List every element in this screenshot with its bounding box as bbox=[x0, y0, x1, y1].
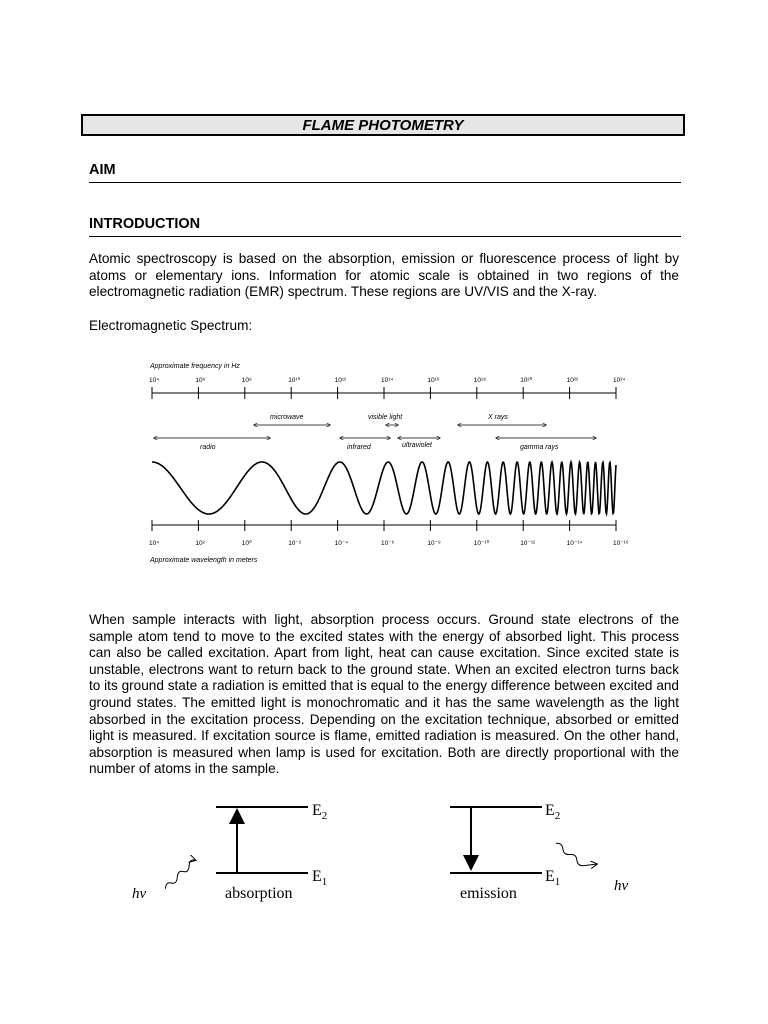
wavelength-tick-label: 10⁻¹⁶ bbox=[613, 540, 629, 547]
region-label-radio: radio bbox=[200, 444, 216, 451]
region-label-visible: visible light bbox=[368, 414, 403, 421]
wavelength-tick-label: 10⁻¹⁴ bbox=[566, 540, 583, 547]
absorption-label: absorption bbox=[225, 885, 293, 902]
wavelength-tick-label: 10⁻¹² bbox=[520, 540, 536, 547]
wavelength-tick-labels bbox=[149, 539, 629, 547]
wavelength-tick-label: 10⁻⁴ bbox=[334, 540, 349, 547]
emission-e1-label: $E_1$ bbox=[545, 868, 561, 888]
frequency-tick-labels bbox=[149, 376, 625, 384]
region-label-xrays: X rays bbox=[488, 414, 508, 421]
frequency-axis-label: Approximate frequency in Hz bbox=[150, 363, 240, 370]
frequency-tick-label: 10¹⁸ bbox=[473, 377, 486, 384]
wavelength-tick-label: 10² bbox=[195, 540, 205, 547]
region-label-infrared: infrared bbox=[347, 444, 371, 451]
section-heading-introduction: INTRODUCTION bbox=[89, 216, 681, 237]
section-heading-aim: AIM bbox=[89, 162, 681, 183]
emission-e2-label: $E_2$ bbox=[545, 802, 561, 822]
frequency-tick-label: 10¹⁶ bbox=[427, 377, 440, 384]
em-spectrum-figure bbox=[140, 355, 630, 570]
wavelength-tick-label: 10⁻⁸ bbox=[427, 540, 441, 547]
region-label-ultraviolet: ultraviolet bbox=[402, 442, 432, 449]
absorption-e1-label: $E_1$ bbox=[312, 868, 328, 888]
wavelength-tick-label: 10⁻² bbox=[288, 540, 302, 547]
wavelength-tick-label: 10⁰ bbox=[241, 540, 252, 547]
emission-diagram bbox=[450, 802, 629, 902]
absorption-photon-label: hν bbox=[132, 886, 147, 902]
intro-paragraph: Atomic spectroscopy is based on the absorption, emission or fluorescence process of light by atoms or elementary ions. Information for atomic scale is obtained in two regions of the electromagnetic radiation (EMR) spectrum. These regions are UV/VIS and the X-ray. bbox=[89, 251, 679, 300]
page-title: FLAME PHOTOMETRY bbox=[81, 114, 685, 136]
region-label-microwave: microwave bbox=[270, 414, 304, 421]
region-label-gamma: gamma rays bbox=[520, 444, 559, 451]
wavelength-tick-label: 10⁻⁶ bbox=[381, 540, 395, 547]
frequency-tick-label: 10⁶ bbox=[195, 377, 206, 384]
wavelength-axis-label: Approximate wavelength in meters bbox=[150, 557, 258, 564]
frequency-tick-label: 10²⁴ bbox=[613, 377, 626, 384]
em-wave bbox=[152, 462, 616, 514]
frequency-tick-label: 10¹² bbox=[334, 377, 347, 384]
frequency-tick-label: 10⁸ bbox=[241, 377, 252, 384]
frequency-tick-label: 10⁴ bbox=[149, 377, 160, 384]
frequency-tick-label: 10¹⁴ bbox=[381, 377, 394, 384]
emission-photon-label: hν bbox=[614, 878, 629, 894]
energy-level-diagram bbox=[120, 790, 650, 915]
incoming-photon-wave bbox=[160, 859, 200, 889]
spectrum-label: Electromagnetic Spectrum: bbox=[89, 318, 253, 333]
frequency-tick-label: 10¹⁰ bbox=[288, 377, 301, 384]
outgoing-photon-wave bbox=[556, 832, 597, 876]
absorption-diagram bbox=[132, 802, 327, 902]
emission-label: emission bbox=[460, 885, 517, 902]
frequency-tick-label: 10²⁰ bbox=[520, 377, 533, 384]
wavelength-tick-label: 10⁻¹⁰ bbox=[473, 540, 490, 547]
wavelength-tick-label: 10⁴ bbox=[149, 540, 160, 547]
frequency-tick-label: 10²² bbox=[566, 377, 579, 384]
absorption-e2-label: $E_2$ bbox=[312, 802, 328, 822]
process-paragraph: When sample interacts with light, absorption process occurs. Ground state electrons of the sample atom tend to move to the excited states with the energy of absorbed light. This process can also be called excitation. Apart from light, heat can cause excitation. Since excited state is unstable, electrons want to return back to the ground state. When an excited electron turns back to its ground state a radiation is emitted that is equal to the energy difference between excited and ground states. The emitted light is monochromatic and it has the same wavelength as the light absorbed in the excitation process. Depending on the excitation technique, absorbed or emitted light is measured. If excitation source is flame, emitted radiation is measured. On the other hand, absorption is measured when lamp is used for excitation. Both are directly proportional with the number of atoms in the sample. bbox=[89, 612, 679, 777]
